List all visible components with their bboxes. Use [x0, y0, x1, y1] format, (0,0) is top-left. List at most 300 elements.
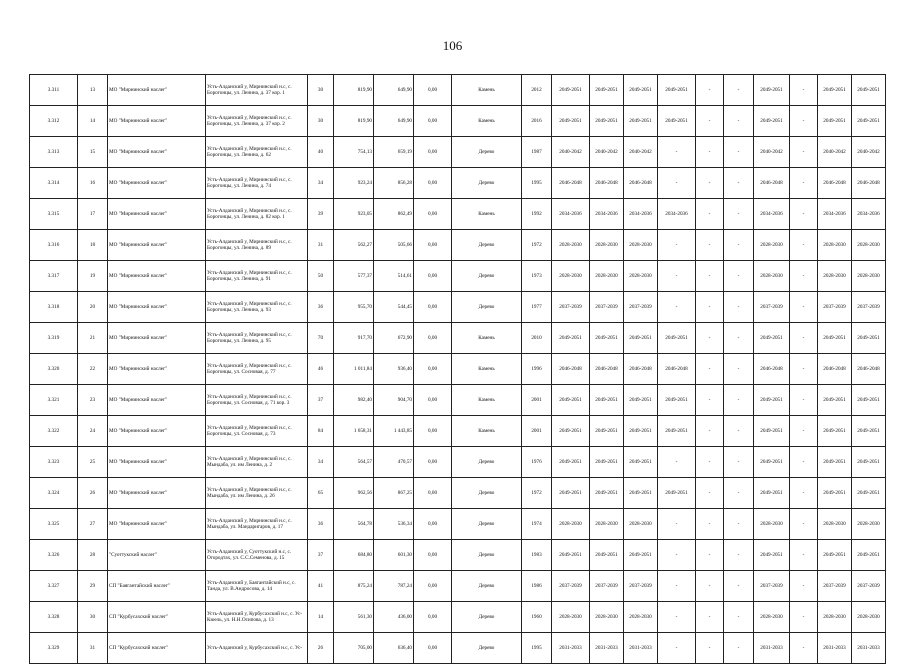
living-area-cell: 672,90 [374, 323, 414, 354]
address-cell: Усть-Алданский у, Курбусахский н.с, с. Ус-Кюель, ул. Н.Н.Осипова, д. 13 [206, 602, 308, 633]
electrical-repair-period: 2028-2030 [754, 261, 790, 292]
electrical-repair-period: 2037-2039 [754, 292, 790, 323]
year-built-cell: 1972 [522, 230, 552, 261]
row-index: 27 [78, 509, 108, 540]
electrical-repair-period: 2049-2051 [754, 416, 790, 447]
owner-cell: МО "Мирнинский наслег" [108, 106, 206, 137]
address-cell: Усть-Алданский у, Мирнинский н.с, с. Мындаба, ул. им Ленина, д. 2 [206, 447, 308, 478]
heating-repair-period: - [658, 447, 696, 478]
heating-repair-period: - [658, 137, 696, 168]
water-repair-period: 2049-2051 [818, 416, 852, 447]
elevator-repair-period: - [696, 540, 724, 571]
owner-cell: МО "Мирнинский наслег" [108, 416, 206, 447]
row-number: 3.322 [30, 416, 78, 447]
living-area-cell: 536,34 [374, 509, 414, 540]
table-row [30, 354, 886, 385]
table-row [30, 509, 886, 540]
row-number: 3.323 [30, 447, 78, 478]
elevator-repair-period: - [696, 478, 724, 509]
roof-repair-period: 2049-2051 [552, 323, 590, 354]
owner-cell: МО "Мирнинский наслег" [108, 385, 206, 416]
heating-repair-period: 2049-2051 [658, 323, 696, 354]
utilities-repair-period: 2028-2030 [624, 602, 658, 633]
basement-repair-period: - [790, 571, 818, 602]
elevator-repair-period: - [696, 106, 724, 137]
row-number: 3.317 [30, 261, 78, 292]
total-area-cell: 684,80 [334, 540, 374, 571]
apartments-cell: 26 [308, 633, 334, 664]
wall-material-cell: Дерево [452, 571, 522, 602]
utilities-repair-period: 2049-2051 [624, 323, 658, 354]
total-area-cell: 819,90 [334, 106, 374, 137]
water-repair-period: 2034-2036 [818, 199, 852, 230]
sewer-repair-period: 2049-2051 [852, 416, 886, 447]
total-area-cell: 564,78 [334, 509, 374, 540]
electrical-repair-period: 2046-2048 [754, 354, 790, 385]
apartments-cell: 70 [308, 323, 334, 354]
facade-repair-period: 2049-2051 [590, 478, 624, 509]
address-cell: Усть-Алданский у, Мирнинский н.с, с. Борогонцы, ул. Сосновая, д. 77 [206, 354, 308, 385]
roof-repair-period: 2049-2051 [552, 478, 590, 509]
living-area-cell: 862,49 [374, 199, 414, 230]
wear-cell: 0,00 [414, 261, 452, 292]
row-number: 3.327 [30, 571, 78, 602]
table-row [30, 416, 886, 447]
wall-material-cell: Камень [452, 323, 522, 354]
elevator-repair-period: - [696, 137, 724, 168]
year-built-cell: 1996 [522, 354, 552, 385]
utilities-repair-period: 2049-2051 [624, 478, 658, 509]
table-row [30, 478, 886, 509]
table-row [30, 571, 886, 602]
sewer-repair-period: 2049-2051 [852, 540, 886, 571]
wall-material-cell: Камень [452, 416, 522, 447]
year-built-cell: 1992 [522, 199, 552, 230]
utilities-repair-period: 2049-2051 [624, 106, 658, 137]
basement-repair-period: - [790, 137, 818, 168]
basement-repair-period: - [790, 323, 818, 354]
living-area-cell: 1 443,85 [374, 416, 414, 447]
water-repair-period: 2031-2033 [818, 633, 852, 664]
wear-cell: 0,00 [414, 75, 452, 106]
table-row [30, 540, 886, 571]
water-repair-period: 2049-2051 [818, 478, 852, 509]
electrical-repair-period: 2028-2030 [754, 602, 790, 633]
address-cell: Усть-Алданский у, Мирнинский н.с, с. Борогонцы, ул. Ленина, д. 95 [206, 323, 308, 354]
elevator-repair-period: - [696, 75, 724, 106]
facade-repair-period: 2031-2033 [590, 633, 624, 664]
roof-repair-period: 2049-2051 [552, 385, 590, 416]
facade-repair-period: 2049-2051 [590, 106, 624, 137]
wall-material-cell: Дерево [452, 509, 522, 540]
basement-repair-period: - [790, 509, 818, 540]
elevator-repair-period: - [696, 509, 724, 540]
gas-repair-period: - [724, 323, 754, 354]
elevator-repair-period: - [696, 571, 724, 602]
facade-repair-period: 2028-2030 [590, 602, 624, 633]
basement-repair-period: - [790, 385, 818, 416]
apartments-cell: 37 [308, 540, 334, 571]
elevator-repair-period: - [696, 447, 724, 478]
row-number: 3.325 [30, 509, 78, 540]
year-built-cell: 1974 [522, 509, 552, 540]
total-area-cell: 705,00 [334, 633, 374, 664]
roof-repair-period: 2049-2051 [552, 447, 590, 478]
address-cell: Усть-Алданский у, Курбусахский н.с, с. Ус- [206, 633, 308, 664]
year-built-cell: 1973 [522, 261, 552, 292]
electrical-repair-period: 2049-2051 [754, 478, 790, 509]
row-number: 3.316 [30, 230, 78, 261]
apartments-cell: 65 [308, 478, 334, 509]
wear-cell: 0,00 [414, 137, 452, 168]
apartments-cell: 50 [308, 261, 334, 292]
year-built-cell: 1960 [522, 602, 552, 633]
address-cell: Усть-Алданский у, Мирнинский н.с, с. Борогонцы, ул. Ленина, д. 62 [206, 137, 308, 168]
apartments-cell: 40 [308, 137, 334, 168]
gas-repair-period: - [724, 447, 754, 478]
gas-repair-period: - [724, 602, 754, 633]
electrical-repair-period: 2028-2030 [754, 509, 790, 540]
table-row [30, 137, 886, 168]
year-built-cell: 1976 [522, 447, 552, 478]
gas-repair-period: - [724, 633, 754, 664]
table-row [30, 230, 886, 261]
row-index: 13 [78, 75, 108, 106]
row-index: 22 [78, 354, 108, 385]
address-cell: Усть-Алданский у, Баягантайский н.с, с. Танда, ул. В.Андросова, д. 14 [206, 571, 308, 602]
total-area-cell: 962,56 [334, 478, 374, 509]
table-row [30, 633, 886, 664]
living-area-cell: 659,19 [374, 137, 414, 168]
address-cell: Усть-Алданский у, Мирнинский н.с, с. Борогонцы, ул. Ленина, д. 89 [206, 230, 308, 261]
row-number: 3.312 [30, 106, 78, 137]
row-number: 3.313 [30, 137, 78, 168]
living-area-cell: 867,25 [374, 478, 414, 509]
sewer-repair-period: 2037-2039 [852, 571, 886, 602]
table-row [30, 385, 886, 416]
roof-repair-period: 2037-2039 [552, 571, 590, 602]
row-index: 16 [78, 168, 108, 199]
facade-repair-period: 2049-2051 [590, 385, 624, 416]
utilities-repair-period: 2034-2036 [624, 199, 658, 230]
living-area-cell: 936,40 [374, 354, 414, 385]
heating-repair-period: - [658, 509, 696, 540]
table-row [30, 292, 886, 323]
gas-repair-period: - [724, 385, 754, 416]
total-area-cell: 923,05 [334, 199, 374, 230]
heating-repair-period: - [658, 292, 696, 323]
wear-cell: 0,00 [414, 323, 452, 354]
electrical-repair-period: 2049-2051 [754, 75, 790, 106]
roof-repair-period: 2049-2051 [552, 416, 590, 447]
gas-repair-period: - [724, 261, 754, 292]
basement-repair-period: - [790, 168, 818, 199]
row-index: 23 [78, 385, 108, 416]
living-area-cell: 856,28 [374, 168, 414, 199]
gas-repair-period: - [724, 75, 754, 106]
owner-cell: МО "Мирнинский наслег" [108, 292, 206, 323]
sewer-repair-period: 2049-2051 [852, 447, 886, 478]
utilities-repair-period: 2046-2048 [624, 354, 658, 385]
electrical-repair-period: 2034-2036 [754, 199, 790, 230]
gas-repair-period: - [724, 106, 754, 137]
roof-repair-period: 2049-2051 [552, 75, 590, 106]
owner-cell: МО "Мирнинский наслег" [108, 137, 206, 168]
water-repair-period: 2049-2051 [818, 447, 852, 478]
elevator-repair-period: - [696, 633, 724, 664]
electrical-repair-period: 2037-2039 [754, 571, 790, 602]
row-number: 3.328 [30, 602, 78, 633]
table-row [30, 447, 886, 478]
gas-repair-period: - [724, 540, 754, 571]
wall-material-cell: Камень [452, 106, 522, 137]
wall-material-cell: Дерево [452, 168, 522, 199]
facade-repair-period: 2040-2042 [590, 137, 624, 168]
utilities-repair-period: 2049-2051 [624, 447, 658, 478]
facade-repair-period: 2049-2051 [590, 416, 624, 447]
basement-repair-period: - [790, 447, 818, 478]
total-area-cell: 875,24 [334, 571, 374, 602]
wall-material-cell: Дерево [452, 633, 522, 664]
year-built-cell: 2001 [522, 385, 552, 416]
table-row [30, 261, 886, 292]
total-area-cell: 1 011,84 [334, 354, 374, 385]
heating-repair-period: 2046-2048 [658, 354, 696, 385]
sewer-repair-period: 2049-2051 [852, 75, 886, 106]
water-repair-period: 2040-2042 [818, 137, 852, 168]
water-repair-period: 2028-2030 [818, 602, 852, 633]
sewer-repair-period: 2028-2030 [852, 230, 886, 261]
apartments-cell: 41 [308, 571, 334, 602]
heating-repair-period: 2049-2051 [658, 75, 696, 106]
living-area-cell: 601,30 [374, 540, 414, 571]
gas-repair-period: - [724, 168, 754, 199]
water-repair-period: 2028-2030 [818, 509, 852, 540]
roof-repair-period: 2037-2039 [552, 292, 590, 323]
facade-repair-period: 2028-2030 [590, 509, 624, 540]
gas-repair-period: - [724, 199, 754, 230]
wall-material-cell: Дерево [452, 137, 522, 168]
heating-repair-period: 2049-2051 [658, 478, 696, 509]
sewer-repair-period: 2034-2036 [852, 199, 886, 230]
wall-material-cell: Дерево [452, 230, 522, 261]
sewer-repair-period: 2037-2039 [852, 292, 886, 323]
heating-repair-period: 2049-2051 [658, 106, 696, 137]
row-number: 3.311 [30, 75, 78, 106]
heating-repair-period: - [658, 261, 696, 292]
address-cell: Усть-Алданский у, Мирнинский н.с, с. Борогонцы, ул. Сосновая, д. 71 кор. 3 [206, 385, 308, 416]
apartments-cell: 46 [308, 354, 334, 385]
sewer-repair-period: 2028-2030 [852, 602, 886, 633]
elevator-repair-period: - [696, 230, 724, 261]
row-index: 20 [78, 292, 108, 323]
electrical-repair-period: 2049-2051 [754, 106, 790, 137]
wall-material-cell: Дерево [452, 447, 522, 478]
facade-repair-period: 2034-2036 [590, 199, 624, 230]
utilities-repair-period: 2031-2033 [624, 633, 658, 664]
row-number: 3.314 [30, 168, 78, 199]
year-built-cell: 2012 [522, 75, 552, 106]
wear-cell: 0,00 [414, 478, 452, 509]
sewer-repair-period: 2049-2051 [852, 106, 886, 137]
row-number: 3.329 [30, 633, 78, 664]
basement-repair-period: - [790, 633, 818, 664]
address-cell: Усть-Алданский у, Мирнинский н.с, с. Мындаба, ул. им Ленина, д. 26 [206, 478, 308, 509]
living-area-cell: 787,24 [374, 571, 414, 602]
wear-cell: 0,00 [414, 168, 452, 199]
elevator-repair-period: - [696, 416, 724, 447]
gas-repair-period: - [724, 478, 754, 509]
roof-repair-period: 2028-2030 [552, 602, 590, 633]
utilities-repair-period: 2049-2051 [624, 75, 658, 106]
row-number: 3.321 [30, 385, 78, 416]
heating-repair-period: 2049-2051 [658, 416, 696, 447]
owner-cell: "Суоттукский наслег" [108, 540, 206, 571]
facade-repair-period: 2046-2048 [590, 168, 624, 199]
water-repair-period: 2037-2039 [818, 571, 852, 602]
sewer-repair-period: 2049-2051 [852, 385, 886, 416]
wall-material-cell: Дерево [452, 478, 522, 509]
year-built-cell: 1995 [522, 633, 552, 664]
apartments-cell: 31 [308, 230, 334, 261]
utilities-repair-period: 2049-2051 [624, 416, 658, 447]
facade-repair-period: 2049-2051 [590, 447, 624, 478]
row-index: 28 [78, 540, 108, 571]
wall-material-cell: Дерево [452, 540, 522, 571]
elevator-repair-period: - [696, 602, 724, 633]
facade-repair-period: 2037-2039 [590, 571, 624, 602]
apartments-cell: 30 [308, 75, 334, 106]
wear-cell: 0,00 [414, 292, 452, 323]
basement-repair-period: - [790, 106, 818, 137]
water-repair-period: 2049-2051 [818, 323, 852, 354]
basement-repair-period: - [790, 602, 818, 633]
utilities-repair-period: 2028-2030 [624, 509, 658, 540]
heating-repair-period: - [658, 168, 696, 199]
year-built-cell: 2010 [522, 323, 552, 354]
elevator-repair-period: - [696, 354, 724, 385]
elevator-repair-period: - [696, 292, 724, 323]
roof-repair-period: 2028-2030 [552, 261, 590, 292]
total-area-cell: 955,70 [334, 292, 374, 323]
apartments-cell: 37 [308, 385, 334, 416]
water-repair-period: 2049-2051 [818, 540, 852, 571]
total-area-cell: 562,27 [334, 230, 374, 261]
row-index: 18 [78, 230, 108, 261]
wall-material-cell: Камень [452, 354, 522, 385]
roof-repair-period: 2034-2036 [552, 199, 590, 230]
address-cell: Усть-Алданский у, Мирнинский н.с, с. Мындаба, ул. Мандаригаров, д. 17 [206, 509, 308, 540]
facade-repair-period: 2028-2030 [590, 230, 624, 261]
row-index: 29 [78, 571, 108, 602]
total-area-cell: 923,24 [334, 168, 374, 199]
row-number: 3.315 [30, 199, 78, 230]
year-built-cell: 1977 [522, 292, 552, 323]
elevator-repair-period: - [696, 385, 724, 416]
electrical-repair-period: 2031-2033 [754, 633, 790, 664]
total-area-cell: 564,57 [334, 447, 374, 478]
water-repair-period: 2049-2051 [818, 106, 852, 137]
living-area-cell: 636,40 [374, 633, 414, 664]
facade-repair-period: 2046-2048 [590, 354, 624, 385]
roof-repair-period: 2028-2030 [552, 509, 590, 540]
owner-cell: МО "Мирнинский наслег" [108, 261, 206, 292]
page-number: 106 [442, 38, 463, 53]
table-row [30, 199, 886, 230]
gas-repair-period: - [724, 416, 754, 447]
living-area-cell: 904,70 [374, 385, 414, 416]
owner-cell: МО "Мирнинский наслег" [108, 509, 206, 540]
row-index: 15 [78, 137, 108, 168]
total-area-cell: 561,30 [334, 602, 374, 633]
utilities-repair-period: 2037-2039 [624, 571, 658, 602]
owner-cell: СП "Курбусахский наслег" [108, 602, 206, 633]
water-repair-period: 2049-2051 [818, 75, 852, 106]
facade-repair-period: 2049-2051 [590, 75, 624, 106]
row-index: 31 [78, 633, 108, 664]
facade-repair-period: 2049-2051 [590, 540, 624, 571]
electrical-repair-period: 2049-2051 [754, 323, 790, 354]
owner-cell: МО "Мирнинский наслег" [108, 75, 206, 106]
row-index: 17 [78, 199, 108, 230]
row-index: 19 [78, 261, 108, 292]
utilities-repair-period: 2046-2048 [624, 168, 658, 199]
living-area-cell: 649,90 [374, 75, 414, 106]
wall-material-cell: Камень [452, 199, 522, 230]
wear-cell: 0,00 [414, 571, 452, 602]
water-repair-period: 2037-2039 [818, 292, 852, 323]
utilities-repair-period: 2049-2051 [624, 540, 658, 571]
electrical-repair-period: 2046-2048 [754, 168, 790, 199]
row-number: 3.324 [30, 478, 78, 509]
row-number: 3.326 [30, 540, 78, 571]
apartments-cell: 84 [308, 416, 334, 447]
sewer-repair-period: 2046-2048 [852, 354, 886, 385]
year-built-cell: 1995 [522, 168, 552, 199]
row-number: 3.318 [30, 292, 78, 323]
apartments-cell: 14 [308, 602, 334, 633]
row-index: 30 [78, 602, 108, 633]
sewer-repair-period: 2049-2051 [852, 323, 886, 354]
sewer-repair-period: 2040-2042 [852, 137, 886, 168]
owner-cell: СП "Баягантайский наслег" [108, 571, 206, 602]
row-number: 3.320 [30, 354, 78, 385]
roof-repair-period: 2046-2048 [552, 354, 590, 385]
electrical-repair-period: 2028-2030 [754, 230, 790, 261]
living-area-cell: 470,57 [374, 447, 414, 478]
roof-repair-period: 2049-2051 [552, 106, 590, 137]
basement-repair-period: - [790, 230, 818, 261]
owner-cell: МО "Мирнинский наслег" [108, 230, 206, 261]
elevator-repair-period: - [696, 261, 724, 292]
owner-cell: МО "Мирнинский наслег" [108, 168, 206, 199]
total-area-cell: 577,37 [334, 261, 374, 292]
row-index: 25 [78, 447, 108, 478]
owner-cell: СП "Курбусахский наслег" [108, 633, 206, 664]
gas-repair-period: - [724, 354, 754, 385]
row-index: 14 [78, 106, 108, 137]
heating-repair-period: 2034-2036 [658, 199, 696, 230]
owner-cell: МО "Мирнинский наслег" [108, 447, 206, 478]
roof-repair-period: 2049-2051 [552, 540, 590, 571]
wear-cell: 0,00 [414, 354, 452, 385]
owner-cell: МО "Мирнинский наслег" [108, 478, 206, 509]
apartments-cell: 30 [308, 106, 334, 137]
wear-cell: 0,00 [414, 447, 452, 478]
owner-cell: МО "Мирнинский наслег" [108, 199, 206, 230]
basement-repair-period: - [790, 540, 818, 571]
electrical-repair-period: 2049-2051 [754, 447, 790, 478]
